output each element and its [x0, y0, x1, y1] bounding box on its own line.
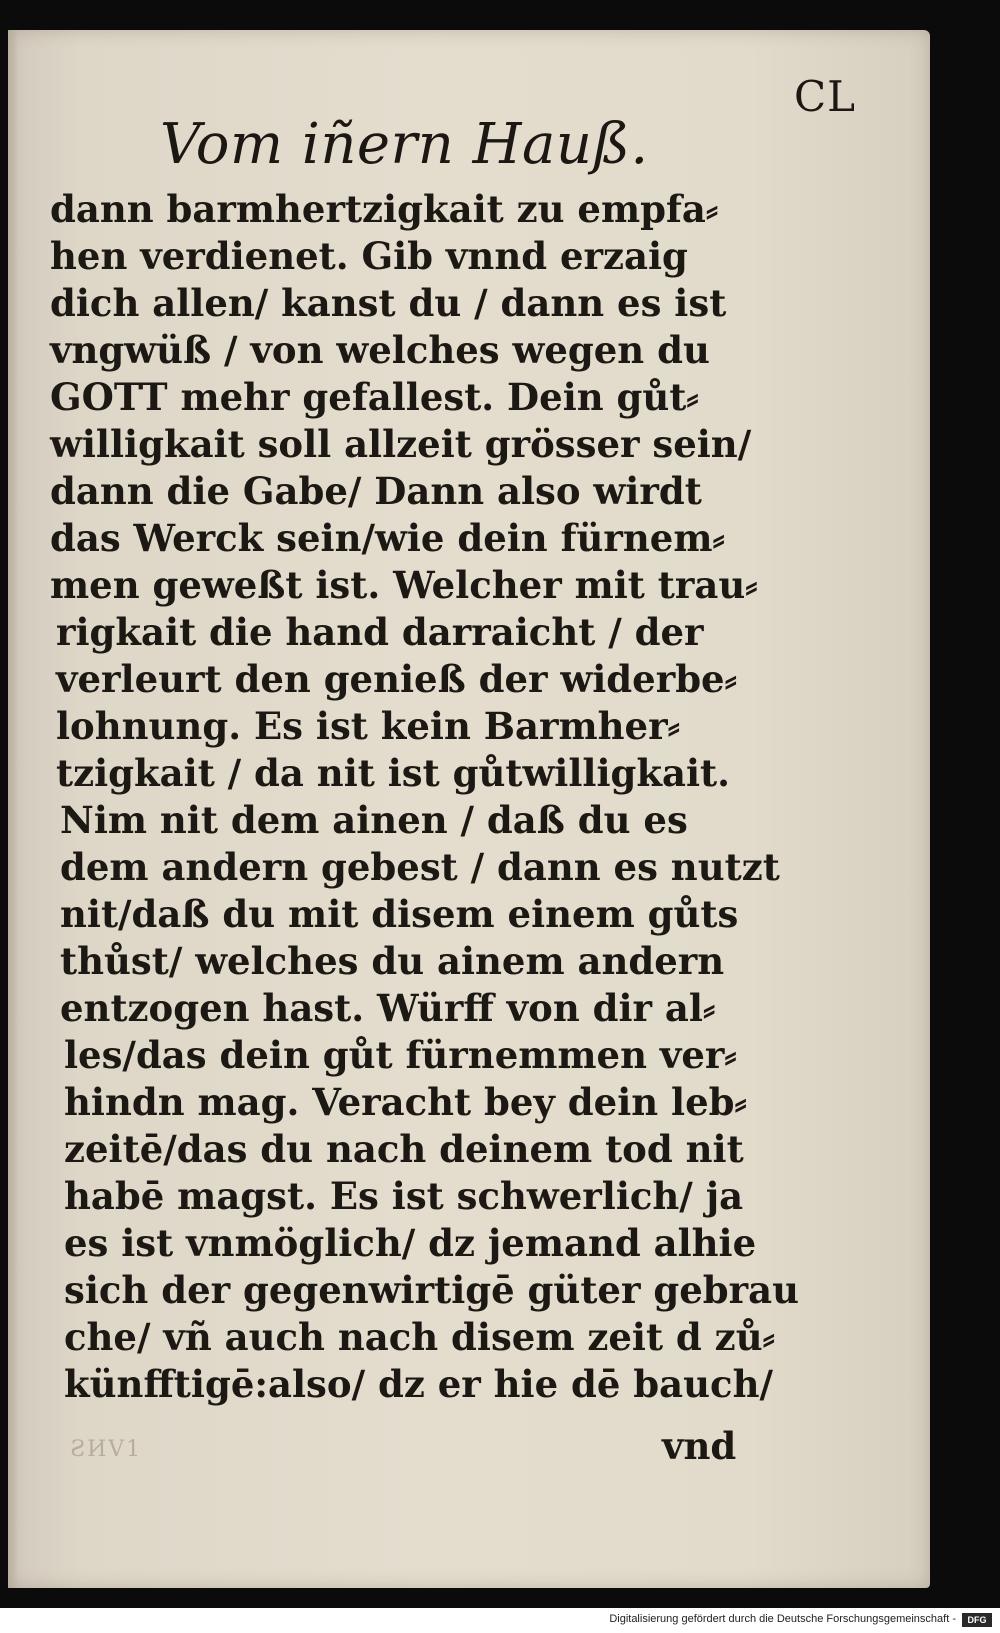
text-line: tzigkait / da nit ist gůtwilligkait. [56, 751, 731, 795]
text-line: rigkait die hand darraicht / der [56, 610, 704, 654]
text-line: GOTT mehr gefallest. Dein gůt⸗ [50, 375, 699, 419]
catchword: vnd [662, 1424, 737, 1468]
footer-bar [0, 1608, 1000, 1633]
text-line: che/ vñ auch nach disem zeit d zů⸗ [64, 1315, 775, 1359]
text-line: lohnung. Es ist kein Barmher⸗ [56, 704, 680, 748]
text-line: dem andern gebest / dann es nutzt [60, 845, 780, 889]
text-line: hindn mag. Veracht bey dein leb⸗ [64, 1080, 747, 1124]
text-line: habē magst. Es ist schwerlich/ ja [64, 1174, 744, 1218]
page-gutter-shadow [8, 30, 18, 1588]
text-line: entzogen hast. Würff von dir al⸗ [60, 986, 716, 1030]
running-head: Vom iñern Hauß. [160, 112, 649, 177]
text-line: Nim nit dem ainen / daß du es [60, 798, 688, 842]
text-line: dann barmhertzigkait zu empfa⸗ [50, 187, 719, 231]
text-line: zeitē/das du nach deinem tod nit [64, 1127, 744, 1171]
folio-number: CL [794, 72, 857, 121]
text-line: künfftigē:also/ dz er hie dē bauch/ [64, 1362, 773, 1406]
text-line: dich allen/ kanst du / dann es ist [50, 281, 727, 325]
text-line: les/das dein gůt fürnemmen ver⸗ [64, 1033, 737, 1077]
text-line: sich der gegenwirtigē güter gebrau [64, 1268, 799, 1312]
text-line: vngwüß / von welches wegen du [50, 328, 710, 372]
funding-credit: Digitalisierung gefördert durch die Deutsche Forschungsgemeinschaft - [609, 1613, 956, 1625]
text-line: es ist vnmöglich/ dz jemand alhie [64, 1221, 757, 1265]
dfg-logo-icon: DFG [962, 1613, 992, 1627]
text-line: verleurt den genieß der widerbe⸗ [56, 657, 737, 701]
library-stamp: ƧИV1 [70, 1437, 143, 1462]
body-text [50, 186, 799, 1408]
text-line: willigkait soll allzeit grösser sein/ [50, 422, 752, 466]
text-line: dann die Gabe/ Dann also wirdt [50, 469, 702, 513]
text-line: nit/daß du mit disem einem gůts [60, 892, 739, 936]
text-line: hen verdienet. Gib vnnd erzaig [50, 234, 688, 278]
text-line: men geweßt ist. Welcher mit trau⸗ [50, 563, 758, 607]
text-line: thůst/ welches du ainem andern [60, 939, 725, 983]
text-line: das Werck sein/wie dein fürnem⸗ [50, 516, 725, 560]
